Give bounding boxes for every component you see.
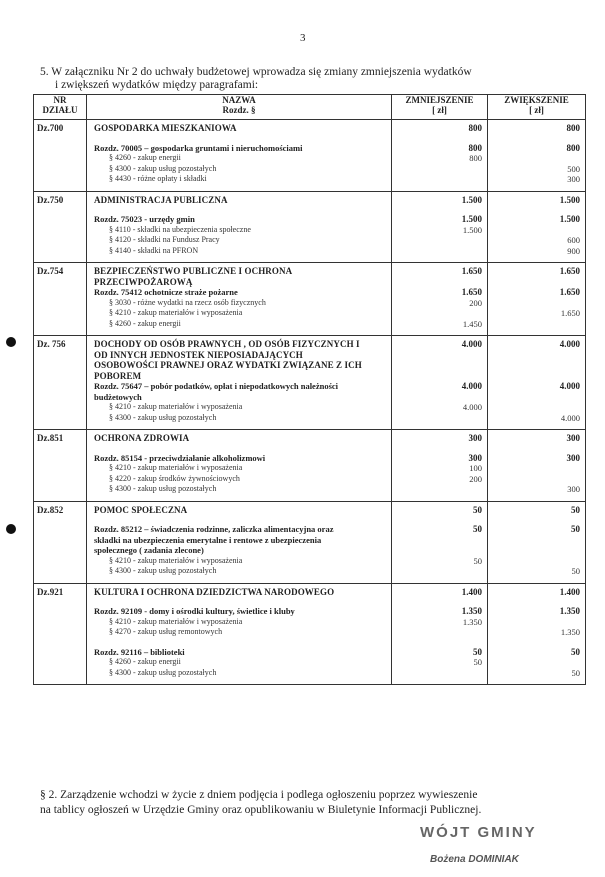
spacer <box>488 515 580 524</box>
paragraph-line: § 4210 - zakup materiałów i wyposażenia <box>109 308 243 317</box>
table-row <box>34 336 586 430</box>
increase-amount: 50 <box>571 566 580 576</box>
decrease-amount: 800 <box>469 153 482 163</box>
spacer <box>94 597 387 606</box>
decrease-amount: 300 <box>468 452 482 463</box>
dzial-title-line: PRZECIWPOŻAROWĄ <box>94 276 193 287</box>
dzial-description <box>87 336 392 430</box>
dzial-number: Dz.851 <box>34 430 87 502</box>
paragraph-line: § 4430 - różne opłaty i składki <box>109 174 207 183</box>
dzial-number: Dz. 756 <box>34 336 87 430</box>
decrease-amount: 1.350 <box>461 606 482 616</box>
increase-amount: 1.350 <box>559 606 580 616</box>
increase-amount: 1.350 <box>560 627 580 637</box>
increase-amount <box>488 556 580 567</box>
paragraph-line: § 4300 - zakup usług pozostałych <box>109 412 217 422</box>
spacer <box>392 134 482 143</box>
spacer <box>94 515 387 524</box>
rozdzial-line: Rozdz. 85212 – świadczenia rodzinne, zaliczka alimentacyjna oraz <box>94 524 334 534</box>
spacer <box>488 597 580 606</box>
increase-amount: 50 <box>571 667 580 678</box>
table-row <box>34 191 586 263</box>
spacer <box>94 444 387 453</box>
paragraph-line: § 4210 - zakup materiałów i wyposażenia <box>109 402 243 411</box>
paragraph-line: § 4110 - składki na ubezpieczenia społeczne <box>109 224 251 234</box>
increase-amount <box>488 545 580 556</box>
rozdzial-line: społecznego ( zadania zlecone) <box>94 545 204 555</box>
dzial-number: Dz.750 <box>34 191 87 263</box>
rozdzial-line: składki na ubezpieczenia emerytalne i rentowe z ubezpieczenia <box>94 534 322 545</box>
decrease-amount: 800 <box>468 123 482 133</box>
increase-values <box>488 263 586 336</box>
spacer <box>392 597 482 606</box>
closing-line-2: na tablicy ogłoszeń w Urzędzie Gminy oraz opublikowaniu w Biuletynie Informacji Publicznej. <box>40 804 482 816</box>
rozdzial-line: Rozdz. 85154 - przeciwdziałanie alkoholizmowi <box>94 452 266 463</box>
paragraph-line: § 4140 - składki na PFRON <box>109 245 199 255</box>
punch-hole-mark <box>6 524 16 534</box>
dzial-number: Dz.921 <box>34 583 87 685</box>
decrease-amount: 100 <box>469 463 482 473</box>
increase-amount: 50 <box>571 646 580 657</box>
decrease-amount <box>392 277 482 288</box>
increase-amount: 1.650 <box>560 308 580 318</box>
decrease-amount <box>392 545 482 556</box>
spacer <box>488 638 580 647</box>
dzial-description <box>87 501 392 583</box>
decrease-amount: 1.350 <box>462 616 482 627</box>
spacer <box>392 205 482 214</box>
table-row <box>34 263 586 336</box>
dzial-title-line: OSOBOWOŚCI PRAWNEJ ORAZ WYDATKI ZWIĄZANE Z ICH <box>94 360 362 370</box>
increase-amount: 1.650 <box>559 266 580 276</box>
decrease-amount <box>392 308 482 319</box>
decrease-values <box>392 336 488 430</box>
paragraph-line: § 4210 - zakup materiałów i wyposażenia <box>109 463 243 472</box>
increase-amount: 300 <box>566 433 580 443</box>
decrease-amount: 4.000 <box>461 339 482 349</box>
decrease-amount: 800 <box>468 142 482 153</box>
decrease-values <box>392 263 488 336</box>
increase-values <box>488 120 586 192</box>
table-row <box>34 120 586 192</box>
increase-amount: 500 <box>567 163 580 174</box>
stamp-name: Bożena DOMINIAK <box>430 854 519 865</box>
increase-amount: 4.000 <box>559 339 580 349</box>
dzial-description <box>87 583 392 685</box>
dzial-title-line: GOSPODARKA MIESZKANIOWA <box>94 123 237 133</box>
spacer <box>488 444 580 453</box>
increase-amount: 50 <box>571 524 580 534</box>
paragraph-line: § 4260 - zakup energii <box>109 153 181 162</box>
dzial-description <box>87 263 392 336</box>
increase-values <box>488 191 586 263</box>
dzial-description <box>87 120 392 192</box>
header-dzial-line-2: DZIAŁU <box>42 105 78 115</box>
decrease-amount <box>392 246 482 257</box>
stamp-title: WÓJT GMINY <box>420 824 537 841</box>
increase-amount <box>488 474 580 485</box>
decrease-amount: 300 <box>468 433 482 443</box>
increase-amount <box>488 350 580 361</box>
increase-amount <box>488 463 580 474</box>
dzial-title-line: KULTURA I OCHRONA DZIEDZICTWA NARODOWEGO <box>94 586 335 597</box>
decrease-amount <box>392 484 482 495</box>
punch-hole-mark <box>6 337 16 347</box>
decrease-amount: 1.500 <box>461 194 482 205</box>
spacer <box>392 515 482 524</box>
paragraph-line: § 4270 - zakup usług remontowych <box>109 627 223 636</box>
header-zwiekszenie-line-2: [ zł] <box>529 105 544 115</box>
dzial-title-line: POBOREM <box>94 370 142 381</box>
increase-amount: 600 <box>567 235 580 245</box>
paragraph-line: § 4260 - zakup energii <box>109 657 181 666</box>
paragraph-line: § 4120 - składki na Fundusz Pracy <box>109 235 220 244</box>
rozdzial-line: budżetowych <box>94 391 142 402</box>
table-header-row <box>34 95 586 120</box>
increase-amount <box>488 360 580 371</box>
dzial-description <box>87 430 392 502</box>
increase-amount: 1.400 <box>559 586 580 597</box>
decrease-amount: 1.450 <box>462 318 482 329</box>
decrease-amount: 200 <box>469 297 482 308</box>
rozdzial-line: Rozdz. 75647 – pobór podatków, opłat i niepodatkowych należności <box>94 381 339 391</box>
increase-amount: 1.500 <box>559 194 580 205</box>
rozdzial-line: Rozdz. 75023 - urzędy gmin <box>94 214 195 224</box>
rozdzial-line: Rozdz. 75412 ochotnicze straże pożarne <box>94 287 238 297</box>
increase-amount: 300 <box>567 484 580 494</box>
decrease-values <box>392 120 488 192</box>
dzial-number: Dz.852 <box>34 501 87 583</box>
rozdzial-line: Rozdz. 70005 – gospodarka gruntami i nieruchomościami <box>94 142 303 153</box>
dzial-title-line: DOCHODY OD OSÓB PRAWNYCH , OD OSÓB FIZYCZNYCH I <box>94 339 360 349</box>
dzial-title-line: OCHRONA ZDROWIA <box>94 433 190 443</box>
header-zmniejszenie <box>392 95 488 120</box>
decrease-amount: 1.650 <box>461 266 482 276</box>
table-row <box>34 430 586 502</box>
table-row <box>34 501 586 583</box>
decrease-amount: 50 <box>473 646 482 657</box>
paragraph-line: § 4220 - zakup środków żywnościowych <box>109 473 240 483</box>
decrease-amount: 4.000 <box>462 402 482 412</box>
increase-amount: 1.500 <box>559 214 580 224</box>
closing-paragraph <box>40 788 585 818</box>
closing-line-1: § 2. Zarządzenie wchodzi w życie z dniem podjęcia i podlega ogłoszeniu poprzez wywieszenie <box>40 789 478 801</box>
increase-amount: 4.000 <box>560 412 580 423</box>
increase-values <box>488 501 586 583</box>
dzial-title-line: POMOC SPOŁECZNA <box>94 504 188 515</box>
increase-amount <box>488 277 580 288</box>
header-nazwa-line-2: Rozdz. § <box>222 105 256 115</box>
dzial-title-line: OD INNYCH JEDNOSTEK NIEPOSIADAJĄCYCH <box>94 349 303 360</box>
increase-amount <box>488 535 580 546</box>
decrease-amount <box>392 627 482 638</box>
decrease-values <box>392 583 488 685</box>
increase-amount <box>488 402 580 413</box>
increase-amount <box>488 392 580 403</box>
decrease-amount: 1.650 <box>461 287 482 297</box>
increase-amount <box>488 298 580 309</box>
increase-amount <box>488 617 580 628</box>
page-number: 3 <box>300 32 306 44</box>
decrease-values <box>392 191 488 263</box>
paragraph-line: § 4210 - zakup materiałów i wyposażenia <box>109 555 243 565</box>
paragraph-line: § 4260 - zakup energii <box>109 318 181 328</box>
increase-amount: 900 <box>567 245 580 256</box>
increase-amount <box>488 371 580 382</box>
decrease-amount <box>392 371 482 382</box>
intro-line-2: i zwiększeń wydatków między paragrafami: <box>55 79 259 91</box>
dzial-title-line: ADMINISTRACJA PUBLICZNA <box>94 194 228 205</box>
increase-amount: 800 <box>566 123 580 133</box>
rozdzial-line: Rozdz. 92109 - domy i ośrodki kultury, świetlice i kluby <box>94 606 295 616</box>
dzial-description <box>87 191 392 263</box>
spacer <box>94 205 387 214</box>
spacer <box>392 638 482 647</box>
intro-paragraph <box>40 66 585 92</box>
rozdzial-line: Rozdz. 92116 – biblioteki <box>94 646 185 657</box>
header-zmniejszenie-line-1: ZMNIEJSZENIE <box>405 95 474 105</box>
decrease-amount <box>392 235 482 246</box>
decrease-amount <box>392 535 482 546</box>
table-body <box>34 120 586 685</box>
dzial-title-line: BEZPIECZEŃSTWO PUBLICZNE I OCHRONA <box>94 266 293 276</box>
header-zmniejszenie-line-2: [ zł] <box>432 105 447 115</box>
spacer <box>488 205 580 214</box>
paragraph-line: § 4300 - zakup usług pozostałych <box>109 484 217 493</box>
decrease-amount <box>392 350 482 361</box>
dzial-number: Dz.700 <box>34 120 87 192</box>
decrease-values <box>392 430 488 502</box>
header-nazwa <box>87 95 392 120</box>
decrease-amount: 200 <box>469 473 482 484</box>
increase-amount <box>488 657 580 668</box>
decrease-amount: 50 <box>473 657 482 667</box>
increase-values <box>488 336 586 430</box>
decrease-amount <box>392 413 482 424</box>
header-zwiekszenie <box>488 95 586 120</box>
paragraph-line: § 3030 - różne wydatki na rzecz osób fizycznych <box>109 297 266 307</box>
header-nazwa-line-1: NAZWA <box>222 95 256 105</box>
increase-amount: 50 <box>571 504 580 515</box>
decrease-amount: 1.500 <box>461 214 482 224</box>
header-zwiekszenie-line-1: ZWIĘKSZENIE <box>504 95 569 105</box>
spacer <box>94 638 387 647</box>
intro-line-1: 5. W załączniku Nr 2 do uchwały budżetowej wprowadza się zmiany zmniejszenia wydatków <box>40 66 472 78</box>
decrease-amount <box>392 668 482 679</box>
spacer <box>488 134 580 143</box>
decrease-amount: 1.400 <box>461 586 482 597</box>
paragraph-line: § 4300 - zakup usług pozostałych <box>109 566 217 575</box>
decrease-amount <box>392 392 482 403</box>
decrease-amount: 50 <box>473 524 482 534</box>
increase-amount: 300 <box>567 174 580 184</box>
decrease-values <box>392 501 488 583</box>
decrease-amount <box>392 360 482 371</box>
increase-values <box>488 430 586 502</box>
increase-amount: 4.000 <box>559 381 580 391</box>
header-dzial <box>34 95 87 120</box>
increase-amount <box>488 153 580 164</box>
decrease-amount <box>392 164 482 175</box>
table-row <box>34 583 586 685</box>
spacer <box>94 134 387 143</box>
decrease-amount <box>392 174 482 185</box>
dzial-number: Dz.754 <box>34 263 87 336</box>
increase-values <box>488 583 586 685</box>
increase-amount: 1.650 <box>559 287 580 297</box>
decrease-amount: 50 <box>473 504 482 515</box>
decrease-amount: 50 <box>473 555 482 566</box>
budget-changes-table <box>33 94 586 685</box>
increase-amount <box>488 319 580 330</box>
decrease-amount: 4.000 <box>461 381 482 391</box>
increase-amount: 300 <box>566 452 580 463</box>
spacer <box>392 444 482 453</box>
paragraph-line: § 4300 - zakup usług pozostałych <box>109 667 217 677</box>
decrease-amount <box>392 566 482 577</box>
header-dzial-line-1: NR <box>53 95 67 105</box>
increase-amount <box>488 225 580 236</box>
paragraph-line: § 4300 - zakup usług pozostałych <box>109 163 217 173</box>
decrease-amount: 1.500 <box>462 224 482 235</box>
paragraph-line: § 4210 - zakup materiałów i wyposażenia <box>109 616 243 626</box>
increase-amount: 800 <box>566 142 580 153</box>
